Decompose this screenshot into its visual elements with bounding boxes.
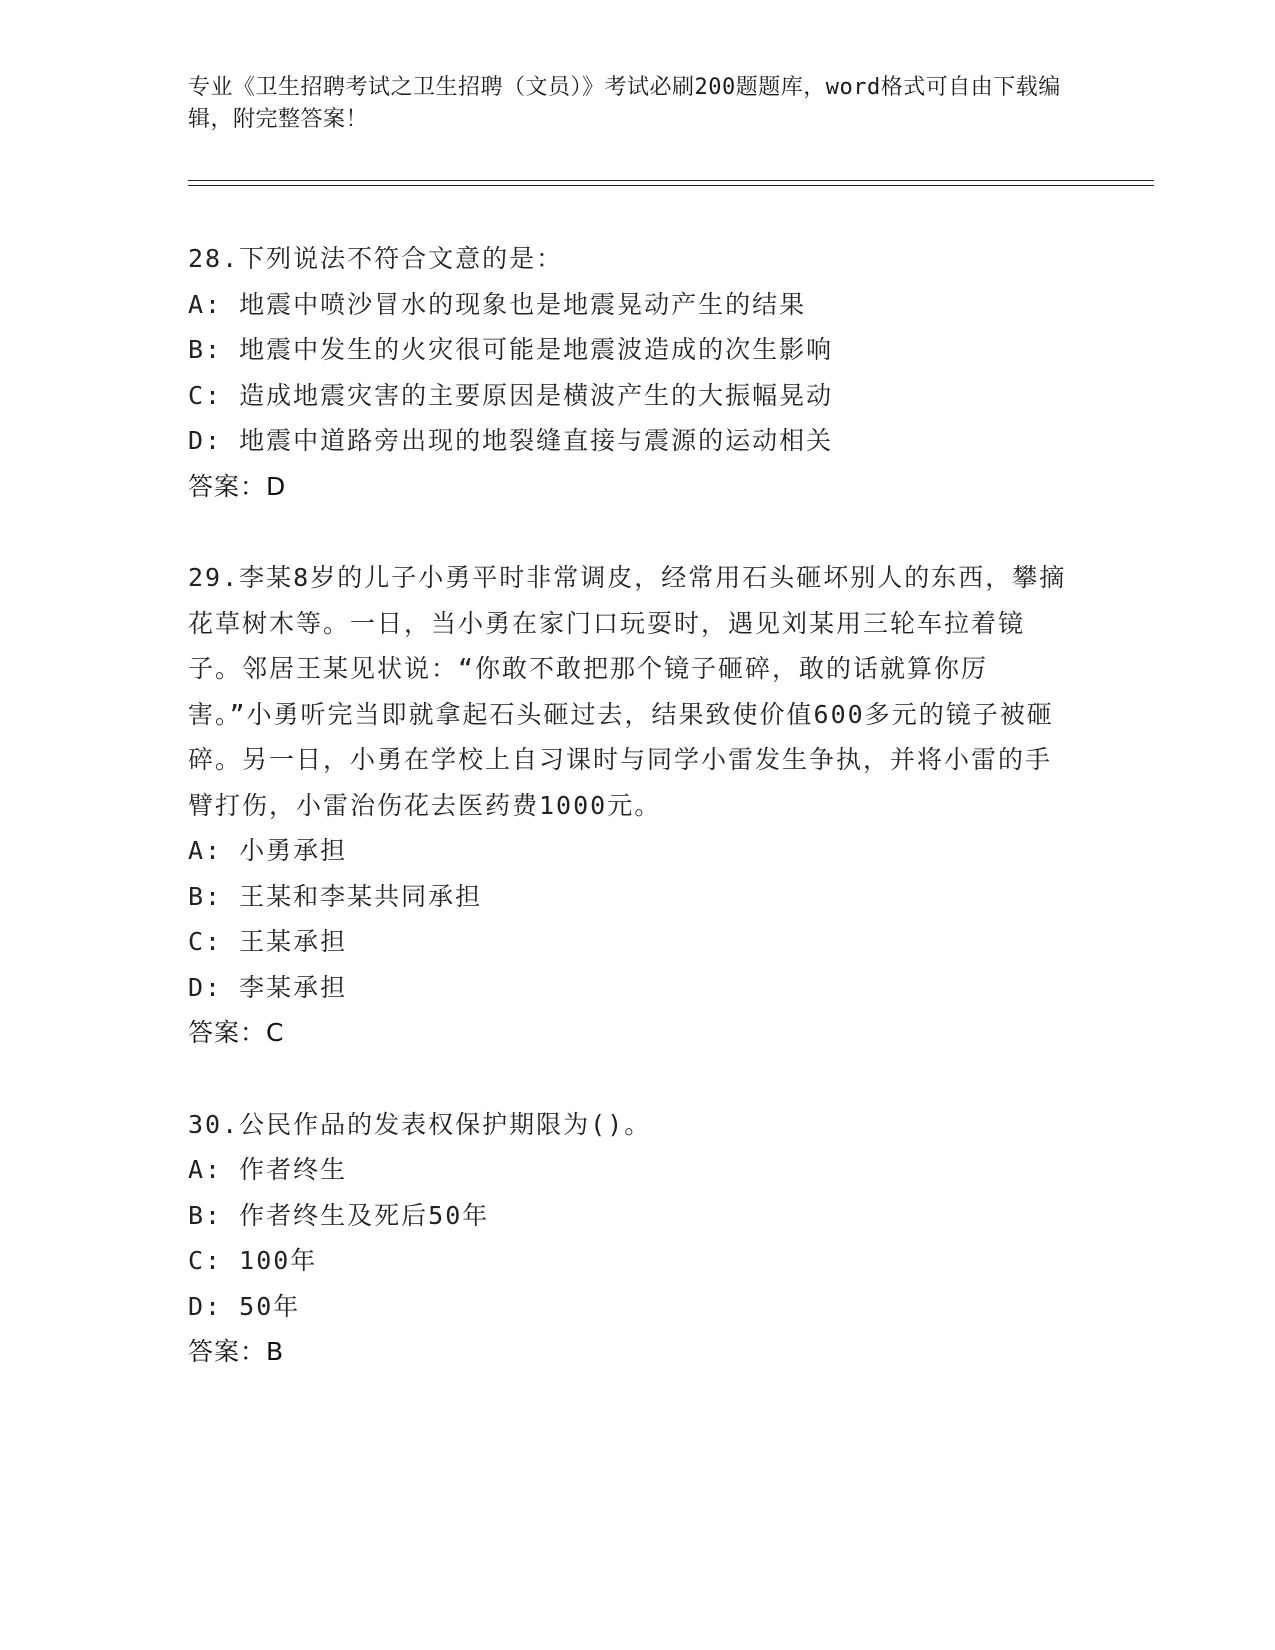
question-29 bbox=[188, 555, 1068, 1056]
question-stem: 28.下列说法不符合文意的是： bbox=[188, 244, 564, 273]
answer-label: 答案：C bbox=[188, 1018, 285, 1047]
option-c: C: 王某承担 bbox=[188, 927, 348, 956]
answer-label: 答案：D bbox=[188, 471, 287, 501]
question-30 bbox=[188, 1102, 1068, 1375]
question-stem: 29.李某8岁的儿子小勇平时非常调皮，经常用石头砸坏别人的东西，攀摘花草树木等。一日，当小勇在家门口玩耍时，遇见刘某用三轮车拉着镜子。邻居王某见状说：“你敢不敢把那个镜子砸碎，敢的话就算你厉害。”小勇听完当即就拿起石头砸过去，结果致使价值600多元的镜子被砸碎。另一日，小勇在学校上自习课时与同学小雷发生争执，并将小雷的手臂打伤，小雷治伤花去医药费1000元。 bbox=[188, 563, 1067, 820]
option-d: D: 50年 bbox=[188, 1291, 301, 1321]
option-d: D: 地震中道路旁出现的地裂缝直接与震源的运动相关 bbox=[188, 426, 834, 455]
option-a: A: 小勇承担 bbox=[188, 836, 348, 865]
option-c: C: 造成地震灾害的主要原因是横波产生的大振幅晃动 bbox=[188, 380, 834, 410]
option-b: B: 王某和李某共同承担 bbox=[188, 881, 483, 911]
question-28 bbox=[188, 236, 1068, 509]
document-header: 专业《卫生招聘考试之卫生招聘（文员）》考试必刷200题题库，word格式可自由下载编辑，附完整答案！ bbox=[188, 75, 1061, 132]
option-b: B: 地震中发生的火灾很可能是地震波造成的次生影响 bbox=[188, 335, 834, 364]
question-list bbox=[188, 236, 1068, 1421]
option-a: A: 作者终生 bbox=[188, 1155, 348, 1184]
option-c: C: 100年 bbox=[188, 1246, 318, 1275]
option-d: D: 李某承担 bbox=[188, 972, 348, 1002]
question-stem: 30.公民作品的发表权保护期限为()。 bbox=[188, 1109, 652, 1139]
option-b: B: 作者终生及死后50年 bbox=[188, 1200, 490, 1230]
header-divider-top bbox=[188, 180, 1154, 181]
header-divider-bottom bbox=[188, 185, 1154, 186]
option-a: A: 地震中喷沙冒水的现象也是地震晃动产生的结果 bbox=[188, 289, 807, 319]
answer-label: 答案：B bbox=[188, 1337, 285, 1366]
